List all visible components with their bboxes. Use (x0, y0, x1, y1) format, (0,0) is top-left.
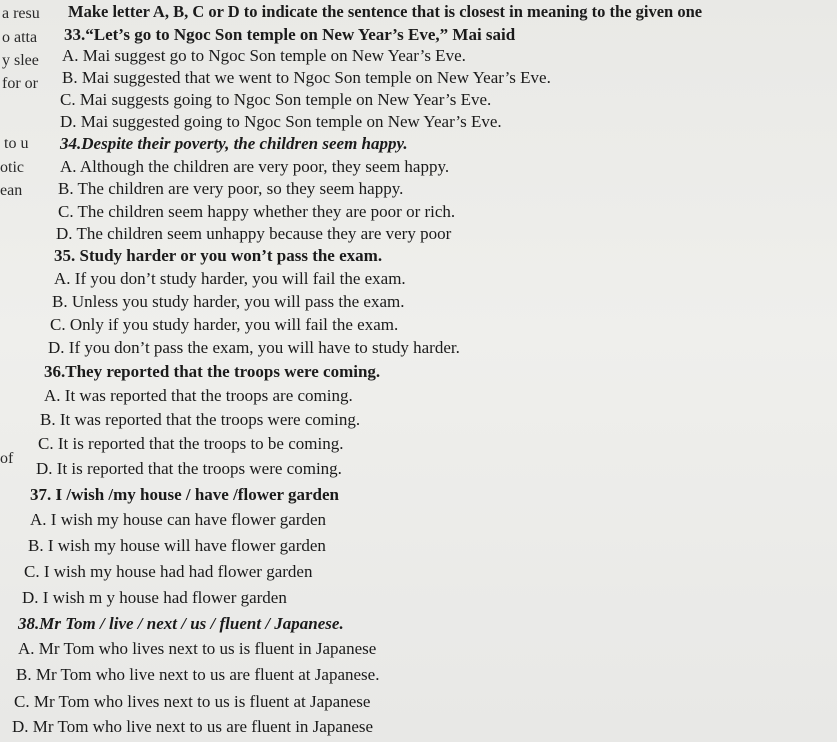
answer-option: C. Mai suggests going to Ngoc Son temple on New Year’s Eve. (60, 90, 492, 109)
edge-fragment: y slee (2, 52, 39, 69)
answer-option: B. Mai suggested that we went to Ngoc Son temple on New Year’s Eve. (62, 68, 551, 87)
answer-option: A. I wish my house can have flower garden (30, 510, 326, 529)
question-prompt: 35. Study harder or you won’t pass the exam. (54, 246, 383, 265)
answer-option: D. I wish m y house had flower garden (22, 588, 287, 607)
instruction-heading: Make letter A, B, C or D to indicate the sentence that is closest in meaning to the given one (68, 2, 703, 21)
edge-fragment: ean (0, 182, 23, 199)
question-prompt: 37. I /wish /my house / have /flower garden (30, 485, 340, 504)
answer-option: A. Although the children are very poor, they seem happy. (60, 157, 450, 176)
answer-option: C. Mr Tom who lives next to us is fluent at Japanese (14, 692, 371, 711)
answer-option: D. If you don’t pass the exam, you will have to study harder. (48, 338, 460, 357)
edge-fragment: otic (0, 159, 24, 176)
answer-option: D. It is reported that the troops were coming. (36, 459, 342, 478)
answer-option: B. It was reported that the troops were coming. (40, 410, 361, 429)
answer-option: A. Mai suggest go to Ngoc Son temple on New Year’s Eve. (62, 46, 466, 65)
answer-option: C. Only if you study harder, you will fail the exam. (50, 315, 399, 334)
edge-fragment: for or (2, 75, 38, 92)
answer-option: C. The children seem happy whether they are poor or rich. (58, 202, 456, 221)
question-prompt: 33.“Let’s go to Ngoc Son temple on New Year’s Eve,” Mai said (64, 25, 516, 44)
answer-option: A. If you don’t study harder, you will fail the exam. (54, 269, 406, 288)
answer-option: C. I wish my house had had flower garden (24, 562, 313, 581)
question-prompt: 38.Mr Tom / live / next / us / fluent / Japanese. (18, 614, 344, 633)
answer-option: D. Mr Tom who live next to us are fluent in Japanese (12, 717, 374, 736)
answer-option: D. The children seem unhappy because they are very poor (56, 224, 452, 243)
edge-fragment: of (0, 450, 14, 467)
answer-option: A. It was reported that the troops are coming. (44, 386, 353, 405)
edge-fragment: o atta (2, 29, 38, 46)
question-prompt: 34.Despite their poverty, the children seem happy. (60, 134, 408, 153)
answer-option: B. Mr Tom who live next to us are fluent at Japanese. (16, 665, 380, 684)
answer-option: B. Unless you study harder, you will pass the exam. (52, 292, 405, 311)
answer-option: B. I wish my house will have flower garden (28, 536, 326, 555)
edge-fragment: to u (4, 135, 29, 152)
answer-option: A. Mr Tom who lives next to us is fluent in Japanese (18, 639, 377, 658)
answer-option: C. It is reported that the troops to be coming. (38, 434, 344, 453)
edge-fragment: a resu (2, 5, 40, 22)
question-prompt: 36.They reported that the troops were coming. (44, 362, 381, 381)
answer-option: B. The children are very poor, so they seem happy. (58, 179, 404, 198)
answer-option: D. Mai suggested going to Ngoc Son temple on New Year’s Eve. (60, 112, 502, 131)
